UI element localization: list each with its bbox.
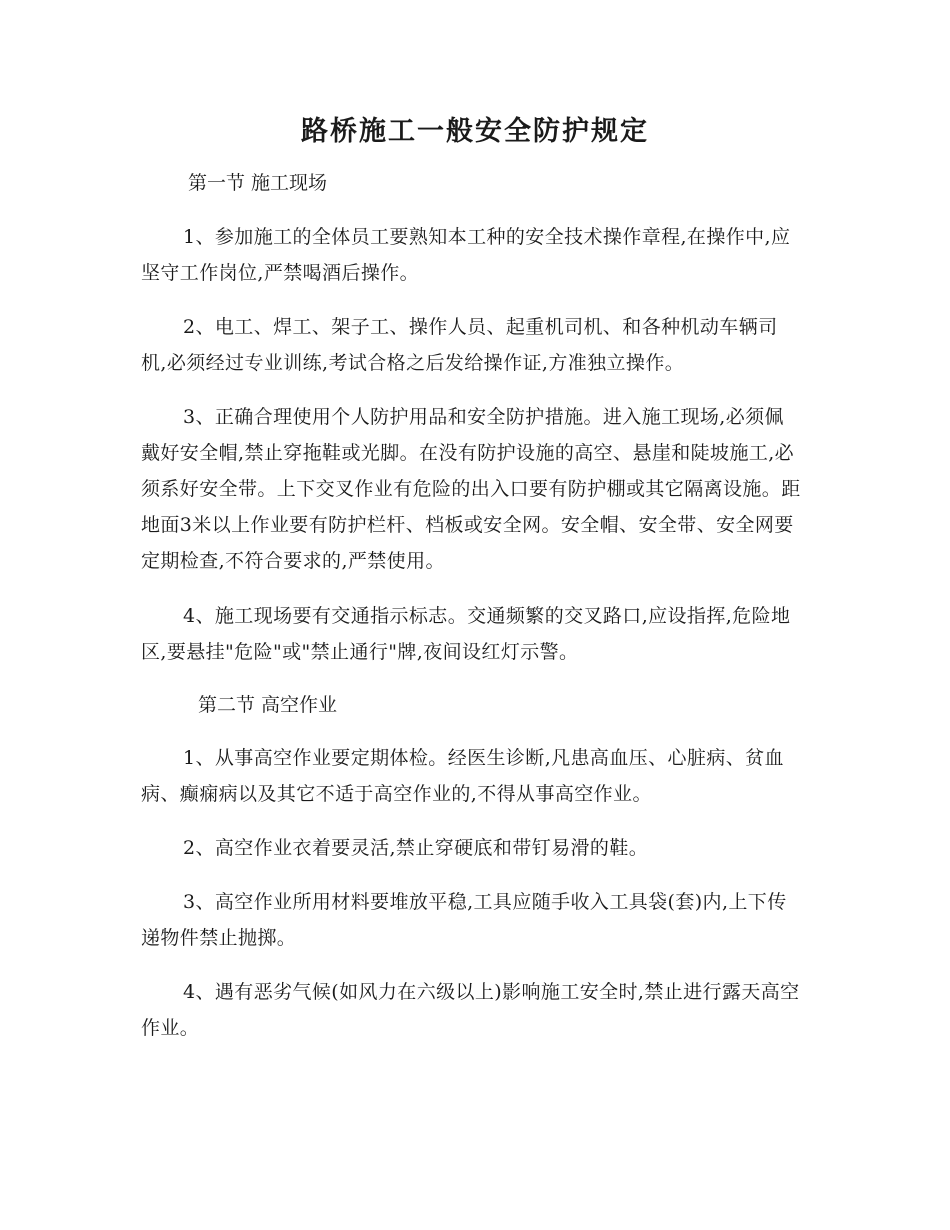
paragraph: 1、参加施工的全体员工要熟知本工种的安全技术操作章程,在操作中,应坚守工作岗位,严禁喝酒后操作。 (141, 226, 791, 284)
paragraph: 1、从事高空作业要定期体检。经医生诊断,凡患高血压、心脏病、贫血病、癫痫病以及其它不适于高空作业的,不得从事高空作业。 (141, 747, 784, 805)
paragraph: 4、施工现场要有交通指示标志。交通频繁的交叉路口,应设指挥,危险地区,要悬挂"危险"或"禁止通行"牌,夜间设红灯示警。 (141, 605, 791, 663)
paragraph: 2、高空作业衣着要灵活,禁止穿硬底和带钉易滑的鞋。 (183, 837, 649, 859)
document-title: 路桥施工一般安全防护规定 (301, 116, 649, 147)
paragraph: 3、正确合理使用个人防护用品和安全防护措施。进入施工现场,必须佩戴好安全帽,禁止穿拖鞋或光脚。在没有防护设施的高空、悬崖和陡坡施工,必须系好安全带。上下交叉作业有危险的出入口要有防护棚或其它隔离设施。距地面3米以上作业要有防护栏杆、档板或安全网。安全帽、安全带、安全网要定期检查,不符合要求的,严禁使用。 (141, 406, 801, 572)
section-heading-construction-site: 第一节 施工现场 (188, 172, 328, 194)
paragraph: 4、遇有恶劣气候(如风力在六级以上)影响施工安全时,禁止进行露天高空作业。 (141, 981, 800, 1039)
paragraph: 2、电工、焊工、架子工、操作人员、起重机司机、和各种机动车辆司机,必须经过专业训练,考试合格之后发给操作证,方准独立操作。 (141, 316, 778, 374)
paragraph: 3、高空作业所用材料要堆放平稳,工具应随手收入工具袋(套)内,上下传递物件禁止抛掷。 (141, 891, 787, 949)
section-heading-high-altitude-work: 第二节 高空作业 (198, 694, 338, 716)
